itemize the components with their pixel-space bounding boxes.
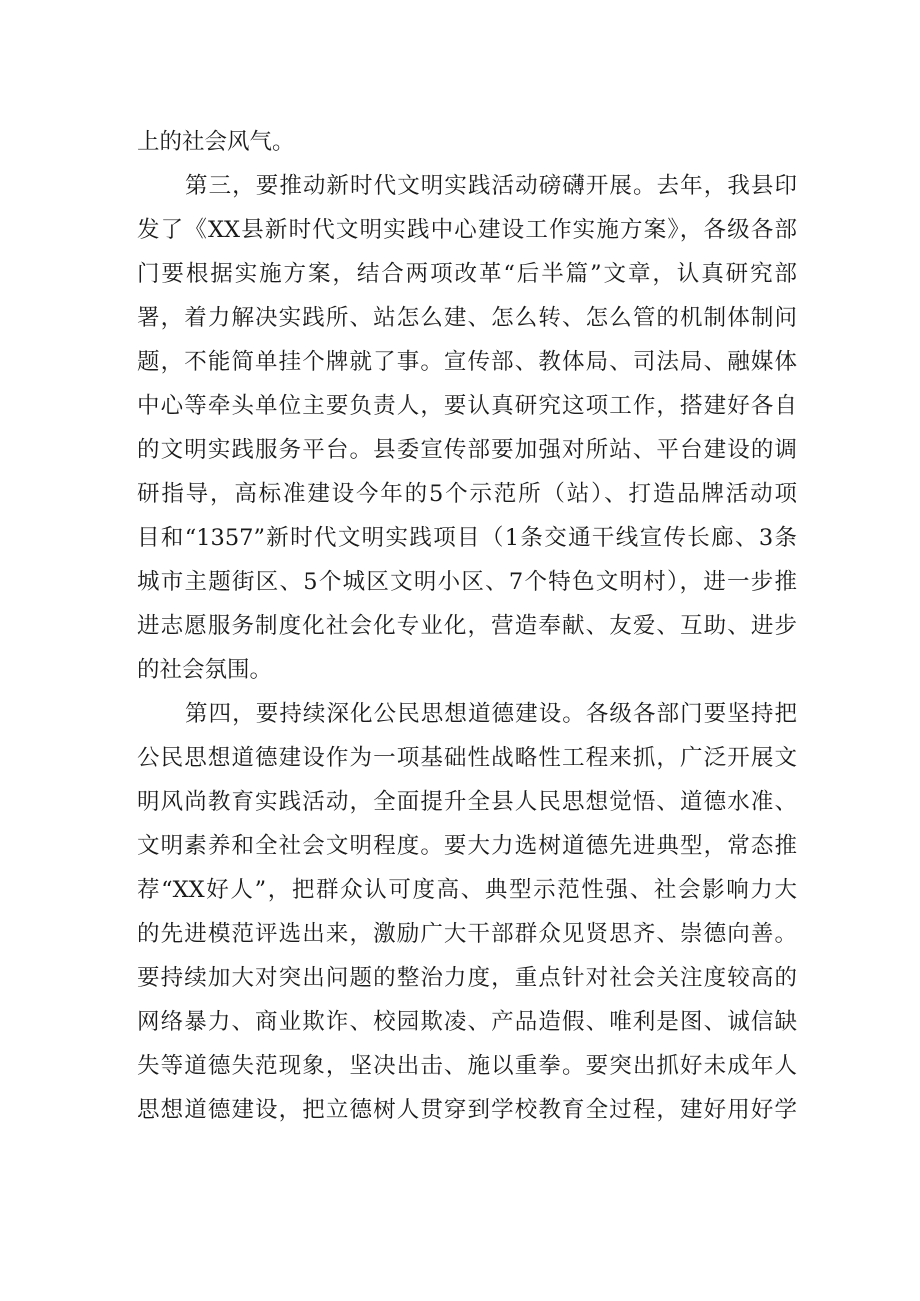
text-line: 中心等牵头单位主要负责人，要认真研究这项工作，搭建好各自 [137, 393, 797, 419]
text-line: 网络暴力、商业欺诈、校园欺凌、产品造假、唯利是图、诚信缺 [137, 1009, 797, 1035]
text-line: 门要根据实施方案，结合两项改革“后半篇”文章，认真研究部 [137, 261, 797, 287]
text-line: 公民思想道德建设作为一项基础性战略性工程来抓，广泛开展文 [137, 745, 797, 771]
text-line: 要持续加大对突出问题的整治力度，重点针对社会关注度较高的 [137, 965, 797, 991]
text-line: 的先进模范评选出来，激励广大干部群众见贤思齐、崇德向善。 [137, 921, 797, 947]
text-line: 的社会氛围。 [137, 657, 273, 683]
text-line: 进志愿服务制度化社会化专业化，营造奉献、友爱、互助、进步 [137, 613, 797, 639]
text-line: 上的社会风气。 [137, 129, 295, 155]
text-line: 的文明实践服务平台。县委宣传部要加强对所站、平台建设的调 [137, 437, 797, 463]
text-line: 署，着力解决实践所、站怎么建、怎么转、怎么管的机制体制问 [137, 305, 797, 331]
text-line: 荐“XX好人”，把群众认可度高、典型示范性强、社会影响力大 [137, 877, 797, 903]
text-line: 明风尚教育实践活动，全面提升全县人民思想觉悟、道德水准、 [137, 789, 797, 815]
text-line: 思想道德建设，把立德树人贯穿到学校教育全过程，建好用好学 [137, 1097, 797, 1123]
text-line: 题，不能简单挂个牌就了事。宣传部、教体局、司法局、融媒体 [137, 349, 797, 375]
text-line: 研指导，高标准建设今年的5个示范所（站）、打造品牌活动项 [137, 481, 797, 507]
text-line: 文明素养和全社会文明程度。要大力选树道德先进典型，常态推 [137, 833, 797, 859]
text-line: 目和“1357”新时代文明实践项目（1条交通干线宣传长廊、3条 [137, 525, 797, 551]
paragraph-start-line: 第三，要推动新时代文明实践活动磅礴开展。去年，我县印 [185, 173, 797, 199]
text-line: 发了《XX县新时代文明实践中心建设工作实施方案》，各级各部 [137, 217, 797, 243]
text-line: 城市主题街区、5个城区文明小区、7个特色文明村），进一步推 [137, 569, 797, 595]
paragraph-start-line: 第四，要持续深化公民思想道德建设。各级各部门要坚持把 [185, 701, 797, 727]
text-line: 失等道德失范现象，坚决出击、施以重拳。要突出抓好未成年人 [137, 1053, 797, 1079]
